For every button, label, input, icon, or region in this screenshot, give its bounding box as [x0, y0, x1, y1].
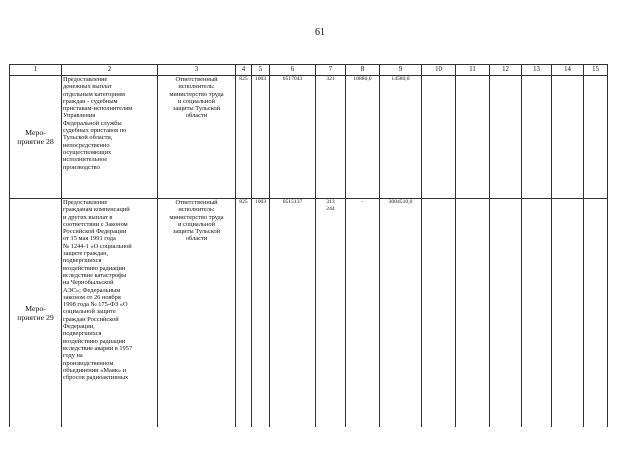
section-code-cell: 1003 — [252, 76, 270, 199]
executor-cell — [158, 199, 236, 428]
amount-col15-cell — [584, 76, 608, 199]
table-row — [10, 199, 608, 428]
text-line: министерство труда — [169, 213, 224, 221]
text-line: области — [185, 235, 208, 243]
target-article-cell: 0515137 — [270, 199, 316, 428]
text-line: подвергшихся — [63, 330, 102, 338]
activity-cell — [10, 199, 62, 428]
description-cell — [62, 76, 158, 199]
text-line: осуществляющих — [63, 148, 112, 156]
column-header: 14 — [552, 65, 584, 76]
column-header: 10 — [422, 65, 456, 76]
text-line: вследствие аварии в 1957 — [63, 344, 133, 352]
activity-line: Меро- — [25, 128, 46, 137]
text-line: защиты Тульской — [172, 105, 221, 113]
amount-col9-cell: 3004510,0 — [380, 199, 422, 428]
column-header: 9 — [380, 65, 422, 76]
amount-col12-cell — [490, 199, 522, 428]
text-line: году на — [63, 352, 83, 360]
column-header: 15 — [584, 65, 608, 76]
amount-col8-cell: 10880,0 — [346, 76, 380, 199]
text-line: сбросов радиоактивных — [63, 374, 129, 382]
text-line: исполнитель: — [178, 83, 215, 91]
text-line: приставам-исполнителям — [63, 105, 133, 113]
text-line: вследствие катастрофы — [63, 271, 127, 279]
text-line: от 15 мая 1991 года — [63, 235, 116, 243]
text-line: Ответственный — [175, 199, 218, 206]
text-line: Управления — [63, 112, 96, 120]
activity-line: приятие 29 — [17, 313, 54, 322]
column-header: 3 — [158, 65, 236, 76]
column-header: 11 — [456, 65, 490, 76]
text-line: области — [185, 112, 208, 120]
expense-type-cell — [316, 199, 346, 428]
section-code-cell: 1003 — [252, 199, 270, 428]
text-line: 244 — [326, 206, 335, 213]
text-line: АЭС»; Федеральным — [63, 286, 121, 294]
column-header: 1 — [10, 65, 62, 76]
text-line: денежных выплат — [63, 83, 112, 91]
table-row — [10, 76, 608, 199]
amount-col8-cell: - — [346, 199, 380, 428]
gov-code-cell: 825 — [236, 199, 252, 428]
text-line: и социальной — [178, 97, 215, 105]
text-line: и других выплат в — [63, 213, 113, 221]
amount-col11-cell — [456, 76, 490, 199]
description-cell — [62, 199, 158, 428]
column-header: 12 — [490, 65, 522, 76]
text-line: № 1244-1 «О социальной — [63, 242, 132, 250]
text-line: подвергшихся — [63, 257, 102, 265]
amount-col13-cell — [522, 76, 552, 199]
amount-col14-cell — [552, 199, 584, 428]
amount-col12-cell — [490, 76, 522, 199]
text-line: Федерации, — [63, 323, 95, 331]
text-line: министерство труда — [169, 90, 224, 98]
text-line: воздействию радиации — [63, 264, 126, 272]
text-line: соответствии с Законом — [63, 220, 128, 228]
executor-cell — [158, 76, 236, 199]
page-number: 61 — [315, 27, 325, 38]
column-header: 13 — [522, 65, 552, 76]
text-line: защиты Тульской — [172, 228, 221, 236]
text-line: законом от 26 ноября — [63, 293, 121, 301]
text-line: Тульской области, — [63, 134, 113, 142]
text-line: исполнитель: — [178, 206, 215, 214]
amount-col10-cell — [422, 199, 456, 428]
gov-code-cell: 825 — [236, 76, 252, 199]
text-line: производство — [63, 163, 100, 171]
text-line: 313 — [326, 199, 335, 205]
text-line: Предоставление — [63, 76, 108, 83]
text-line: Ответственный — [175, 76, 218, 83]
text-line: Российской Федерации — [63, 228, 127, 236]
text-line: производственном — [63, 359, 114, 367]
column-header: 2 — [62, 65, 158, 76]
activity-line: приятие 28 — [17, 137, 54, 146]
amount-col10-cell — [422, 76, 456, 199]
text-line: объединении «Маяк» и — [63, 366, 127, 374]
amount-col14-cell — [552, 76, 584, 199]
text-line: гражданам компенсаций — [63, 206, 130, 214]
column-header: 4 — [236, 65, 252, 76]
text-line: и социальной — [178, 220, 215, 228]
column-header: 8 — [346, 65, 380, 76]
text-line: Федеральной службы — [63, 119, 122, 127]
text-line: 321 — [326, 76, 335, 82]
expense-type-cell — [316, 76, 346, 199]
text-line: отдельным категориям — [63, 90, 125, 98]
text-line: 1998 года № 175-ФЗ «О — [63, 301, 128, 309]
text-line: защите граждан, — [63, 250, 109, 258]
amount-col11-cell — [456, 199, 490, 428]
column-header: 7 — [316, 65, 346, 76]
column-header: 5 — [252, 65, 270, 76]
text-line: социальной защите — [63, 308, 116, 316]
activity-line: Меро- — [25, 304, 46, 313]
text-line: судебных приставов по — [63, 127, 127, 135]
amount-col15-cell — [584, 199, 608, 428]
target-article-cell: 0517043 — [270, 76, 316, 199]
text-line: воздействию радиации — [63, 337, 126, 345]
text-line: исполнительное — [63, 156, 108, 164]
amount-col13-cell — [522, 199, 552, 428]
text-line: граждан - судебным — [63, 97, 118, 105]
text-line: на Чернобыльской — [63, 279, 114, 287]
program-table — [9, 64, 608, 427]
text-line: непосредственно — [63, 141, 110, 149]
text-line: Предоставление — [63, 199, 108, 206]
column-header: 6 — [270, 65, 316, 76]
amount-col9-cell: 14580,0 — [380, 76, 422, 199]
header-row — [10, 65, 608, 76]
text-line: граждан Российской — [63, 315, 119, 323]
activity-cell — [10, 76, 62, 199]
